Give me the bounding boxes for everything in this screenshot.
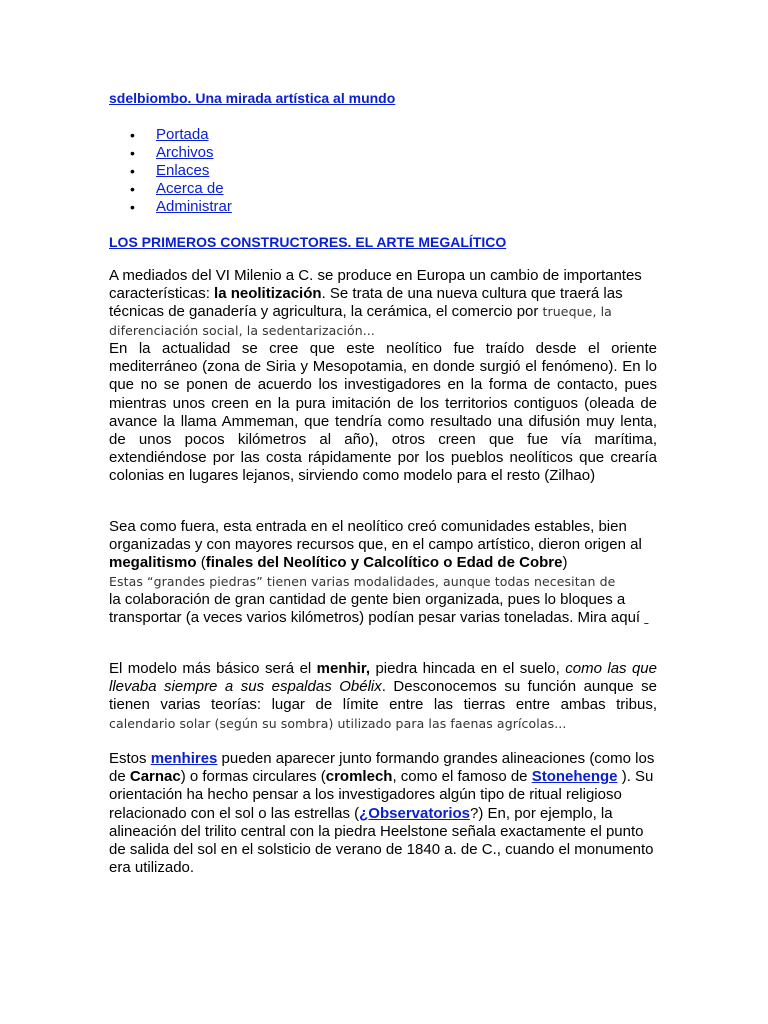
text: ?) En, por ejemplo, la alineación del trilito central con la piedra Heelstone señala exactamente el punto de salida del sol en el solsticio de verano de 1840 a. de C., cuando el monumento era utilizado. <box>109 804 654 877</box>
nav-list <box>130 126 232 216</box>
text: piedra hincada en el suelo, <box>370 660 566 677</box>
text: El modelo más básico será el <box>109 660 317 677</box>
nav-item <box>130 162 232 180</box>
paragraph-intro <box>109 267 657 340</box>
text: ) o formas circulares ( <box>180 768 326 786</box>
text: , como el famoso de <box>392 768 532 786</box>
text-alt-font: trueque, la diferenciación social, la sedentarización... <box>109 304 612 338</box>
bold-text: menhir, <box>316 660 371 677</box>
nav-link-acerca-de[interactable]: Acerca de <box>156 180 224 197</box>
text: Estos <box>109 750 151 767</box>
text: la colaboración de gran cantidad de gente bien organizada, pues lo bloques a transportar (a veces varios kilómetros) podían pesar varias toneladas. Mira aquí <box>109 590 645 627</box>
text: pueden aparecer junto formando grandes alineaciones (como los de <box>109 750 655 786</box>
bold-text: finales del Neolítico y Calcolítico o Edad de Cobre <box>205 554 563 572</box>
text: . Desconocemos su función aunque se tienen varias teorías: lugar de límite entre las tierras entre ambas tribus, <box>109 678 657 714</box>
site-title-link[interactable]: sdelbiombo. Una mirada artística al mundo <box>109 90 396 106</box>
nav-link-enlaces[interactable]: Enlaces <box>156 162 210 179</box>
nav-link-portada[interactable]: Portada <box>156 126 209 143</box>
nav-item <box>130 180 232 198</box>
italic-text: como las que llevaba siempre a sus espaldas Obélix <box>109 660 657 696</box>
paragraph-menhir <box>109 660 657 733</box>
text-alt-font: calendario solar (según su sombra) utilizado para las faenas agrícolas... <box>109 715 567 731</box>
bold-text: megalitismo <box>109 554 197 572</box>
post-title-link[interactable]: LOS PRIMEROS CONSTRUCTORES. EL ARTE MEGALÍTICO <box>109 234 507 250</box>
text: ) <box>562 554 568 572</box>
mira-aqui-link[interactable] <box>644 609 648 626</box>
stonehenge-link-label: Stonehenge <box>531 768 618 786</box>
nav-item <box>130 198 232 216</box>
text: Sea como fuera, esta entrada en el neolítico creó comunidades estables, bien organizadas y con mayores recursos que, en el campo artístico, dieron origen al <box>109 518 642 554</box>
bold-text: cromlech <box>325 768 393 786</box>
observatorios-link[interactable] <box>359 805 470 822</box>
text: ( <box>196 554 206 572</box>
bold-text: la neolitización <box>214 285 322 303</box>
text-alt-font: Estas “grandes piedras” tienen varias modalidades, aunque todas necesitan de <box>109 573 616 589</box>
paragraph-megalitismo <box>109 518 657 627</box>
bold-text: Carnac <box>129 768 181 786</box>
menhires-link[interactable] <box>151 750 218 767</box>
paragraph-alineaciones <box>109 750 657 877</box>
text: A mediados del VI Milenio a C. se produce en Europa un cambio de importantes características: <box>109 267 642 303</box>
text: . Se trata de una nueva cultura que traerá las técnicas de ganadería y agricultura, la cerámica, el comercio por <box>109 285 623 321</box>
nav-link-administrar[interactable]: Administrar <box>156 198 232 215</box>
paragraph-origin: En la actualidad se cree que este neolítico fue traído desde el oriente mediterráneo (zona de Siria y Mesopotamia, en donde surgió el fenómeno). En lo que no se ponen de acuerdo los investigadores en la forma de contacto, pues mientras unos creen en la pura imitación de los territorios contiguos (oleada de avance la llama Ammeman, que tendría como resultado una difusión muy lenta, de unos pocos kilómetros al año), otros creen que fue vía marítima, extendiéndose por las costa rápidamente por los pueblos neolíticos que crearía colonias en lugares lejanos, sirviendo como modelo para el resto (Zilhao) <box>109 340 657 485</box>
observatorios-link-label: ¿Observatorios <box>359 804 471 822</box>
menhires-link-label: menhires <box>150 750 218 767</box>
stonehenge-link[interactable] <box>532 768 618 785</box>
nav-item <box>130 126 232 144</box>
nav-link-archivos[interactable]: Archivos <box>156 144 214 161</box>
text: ). Su orientación ha hecho pensar a los investigadores algún tipo de ritual religioso relacionado con el sol o las estrellas ( <box>109 768 654 822</box>
nav-item <box>130 144 232 162</box>
